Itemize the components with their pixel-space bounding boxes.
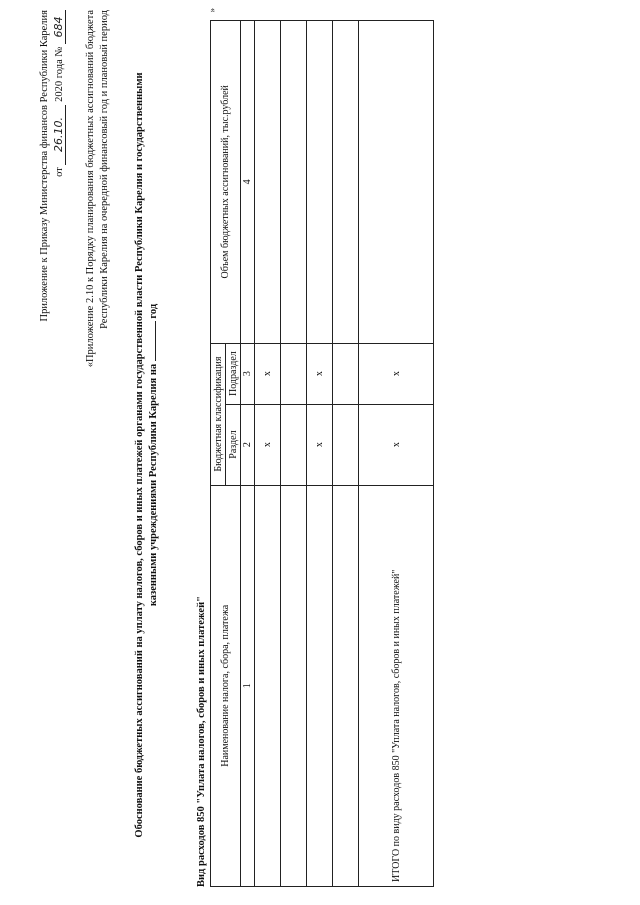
title-line-2 xyxy=(147,25,161,885)
closing-quote: » xyxy=(207,8,217,13)
appendix-line: Приложение к Приказу Министерства финансов Республики Карелия xyxy=(39,10,50,322)
cell-subsection: x xyxy=(307,343,333,404)
cell-amount xyxy=(281,21,307,344)
cell-amount xyxy=(255,21,281,344)
cell-subsection xyxy=(333,343,359,404)
num-section: 2 xyxy=(241,404,255,485)
appendix-ref-line: «Приложение 2.10 к Порядку планирования бюджетных ассигнований бюджета xyxy=(85,10,96,368)
cell-section: x xyxy=(307,404,333,485)
num-amount: 4 xyxy=(241,21,255,344)
cell-subsection: x xyxy=(255,343,281,404)
total-subsection: x xyxy=(359,343,434,404)
header-budget-classification: Бюджетная классификация xyxy=(211,343,226,485)
table-row-numbers xyxy=(241,21,255,887)
total-section: x xyxy=(359,404,434,485)
appendix-ref-line-2: Республики Карелия на очередной финансовый год и плановый период xyxy=(99,10,110,329)
table-row xyxy=(255,21,281,887)
date-day-month: 26.10. xyxy=(52,105,66,165)
num-subsection: 3 xyxy=(241,343,255,404)
cell-name xyxy=(281,485,307,886)
date-mid: 2020 года № xyxy=(54,46,65,102)
title-line-2-suffix: год xyxy=(148,303,159,319)
cell-name xyxy=(333,485,359,886)
header-name: Наименование налога, сбора, платежа xyxy=(211,485,241,886)
cell-subsection xyxy=(281,343,307,404)
title-line-1: Обоснование бюджетных ассигнований на уплату налогов, сборов и иных платежей органами государственной власти Республики Карелия и государственными xyxy=(134,72,145,838)
num-name: 1 xyxy=(241,485,255,886)
cell-amount xyxy=(307,21,333,344)
order-number: 684 xyxy=(52,10,66,44)
cell-section: x xyxy=(255,404,281,485)
table-row xyxy=(333,21,359,887)
cell-section xyxy=(333,404,359,485)
budget-table xyxy=(210,20,434,887)
header-subsection: Подраздел xyxy=(226,343,241,404)
total-row xyxy=(359,21,434,887)
table-row xyxy=(281,21,307,887)
header-section: Раздел xyxy=(226,404,241,485)
table-row xyxy=(307,21,333,887)
header-amount: Объем бюджетных ассигнований, тыс.рублей xyxy=(211,21,241,344)
total-amount xyxy=(359,21,434,344)
year-blank xyxy=(155,321,156,361)
cell-name xyxy=(255,485,281,886)
expense-type-label: Вид расходов 850 "Уплата налогов, сборов и иных платежей" xyxy=(196,596,207,887)
document-title xyxy=(133,25,161,885)
cell-section xyxy=(281,404,307,485)
cell-name xyxy=(307,485,333,886)
total-label: ИТОГО по виду расходов 850 "Уплата налогов, сборов и иных платежей" xyxy=(359,485,434,886)
title-line-2-prefix: казенными учреждениями Республики Карелия на xyxy=(148,363,159,607)
date-prefix: от xyxy=(54,167,65,177)
appendix-date-line xyxy=(52,10,66,177)
cell-amount xyxy=(333,21,359,344)
